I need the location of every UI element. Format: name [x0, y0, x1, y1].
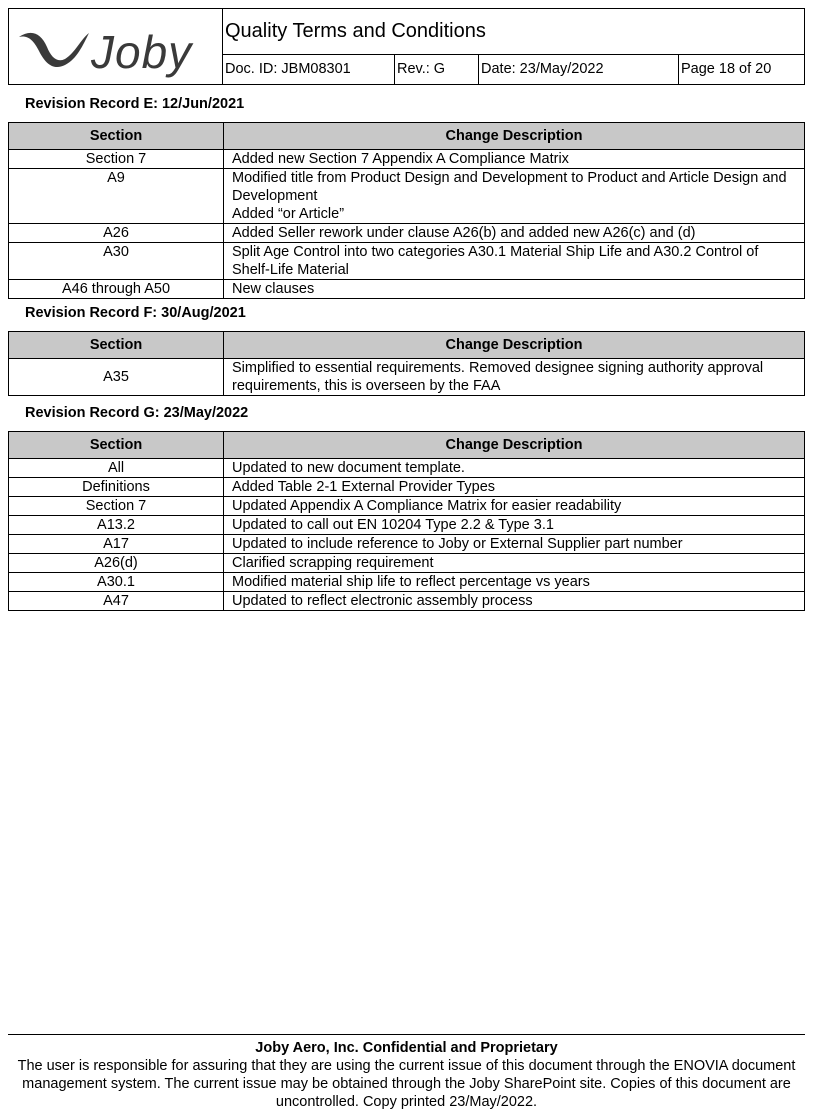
- change-description-text: Clarified scrapping requirement: [232, 555, 434, 571]
- table-row: [9, 359, 805, 396]
- page-number: Page 18 of 20: [681, 61, 772, 77]
- change-description-cell: [224, 224, 805, 243]
- table-row: [9, 535, 805, 554]
- revision-table: [8, 122, 805, 299]
- section-column-header: Section: [9, 332, 224, 359]
- revision: Rev.: G: [395, 55, 479, 84]
- change-description-cell: [224, 169, 805, 224]
- revision-table: [8, 331, 805, 396]
- change-description-text: Added Seller rework under clause A26(b) and added new A26(c) and (d): [232, 225, 696, 241]
- table-row: [9, 169, 805, 224]
- table-row: [9, 554, 805, 573]
- logo: [9, 9, 223, 84]
- change-description-cell: [224, 359, 805, 396]
- footer: [8, 1034, 805, 1111]
- change-description-column-header: Change Description: [224, 432, 805, 459]
- table-row: [9, 497, 805, 516]
- section-cell: A26: [9, 224, 224, 243]
- table-row: [9, 280, 805, 299]
- document-header: [8, 8, 805, 85]
- change-description-text: Modified title from Product Design and Development to Product and Article Design and Development: [232, 170, 787, 204]
- change-description-cell: [224, 573, 805, 592]
- section-cell: A26(d): [9, 554, 224, 573]
- section-cell: Definitions: [9, 478, 224, 497]
- change-description-text: Added “or Article”: [232, 206, 345, 222]
- change-description-cell: [224, 497, 805, 516]
- section-cell: A13.2: [9, 516, 224, 535]
- section-cell: A47: [9, 592, 224, 611]
- footer-notice: The user is responsible for assuring that they are using the current issue of this document through the ENOVIA document management system. The current issue may be obtained through the Joby SharePoint site. Copies of this document are uncontrolled. Copy printed 23/May/2022.: [17, 1058, 796, 1110]
- table-row: [9, 573, 805, 592]
- section-cell: A46 through A50: [9, 280, 224, 299]
- table-row: [9, 150, 805, 169]
- change-description-cell: [224, 554, 805, 573]
- change-description-text: Updated Appendix A Compliance Matrix for easier readability: [232, 498, 622, 514]
- change-description-text: New clauses: [232, 281, 315, 297]
- revision-record-heading: Revision Record E: 12/Jun/2021: [25, 96, 245, 112]
- revision-record-heading: Revision Record F: 30/Aug/2021: [25, 305, 246, 321]
- change-description-text: Updated to call out EN 10204 Type 2.2 & Type 3.1: [232, 517, 554, 533]
- change-description-text: Updated to include reference to Joby or External Supplier part number: [232, 536, 683, 552]
- doc-id: Doc. ID: JBM08301: [223, 55, 395, 84]
- change-description-text: Split Age Control into two categories A30.1 Material Ship Life and A30.2 Control of Shelf-Life Material: [232, 244, 759, 278]
- document-title: Quality Terms and Conditions: [223, 9, 804, 55]
- section-cell: A30.1: [9, 573, 224, 592]
- document-date: Date: 23/May/2022: [479, 55, 679, 84]
- change-description-cell: [224, 592, 805, 611]
- section-cell: A17: [9, 535, 224, 554]
- change-description-text: Modified material ship life to reflect percentage vs years: [232, 574, 590, 590]
- section-column-header: Section: [9, 123, 224, 150]
- section-cell: A9: [9, 169, 224, 224]
- section-cell: A35: [9, 359, 224, 396]
- section-cell: Section 7: [9, 150, 224, 169]
- confidential-label: Joby Aero, Inc. Confidential and Proprietary: [255, 1040, 558, 1056]
- section-cell: Section 7: [9, 497, 224, 516]
- change-description-text: Updated to reflect electronic assembly process: [232, 593, 533, 609]
- change-description-cell: [224, 280, 805, 299]
- table-row: [9, 516, 805, 535]
- document-meta: [223, 55, 804, 84]
- change-description-text: Added new Section 7 Appendix A Compliance Matrix: [232, 151, 569, 167]
- change-description-cell: [224, 478, 805, 497]
- change-description-cell: [224, 150, 805, 169]
- change-description-cell: [224, 516, 805, 535]
- section-column-header: Section: [9, 432, 224, 459]
- change-description-text: Updated to new document template.: [232, 460, 465, 476]
- table-row: [9, 224, 805, 243]
- change-description-column-header: Change Description: [224, 332, 805, 359]
- table-row: [9, 243, 805, 280]
- change-description-cell: [224, 535, 805, 554]
- table-row: [9, 592, 805, 611]
- section-cell: A30: [9, 243, 224, 280]
- table-row: [9, 478, 805, 497]
- joby-logo-mark-icon: [17, 25, 95, 69]
- change-description-cell: [224, 243, 805, 280]
- table-row: [9, 459, 805, 478]
- section-cell: All: [9, 459, 224, 478]
- change-description-text: Simplified to essential requirements. Removed designee signing authority approval requirements, this is overseen by the FAA: [232, 360, 764, 394]
- change-description-cell: [224, 459, 805, 478]
- revision-table: [8, 431, 805, 611]
- revision-record-heading: Revision Record G: 23/May/2022: [25, 405, 249, 421]
- logo-text: Joby: [91, 26, 193, 78]
- change-description-column-header: Change Description: [224, 123, 805, 150]
- change-description-text: Added Table 2-1 External Provider Types: [232, 479, 496, 495]
